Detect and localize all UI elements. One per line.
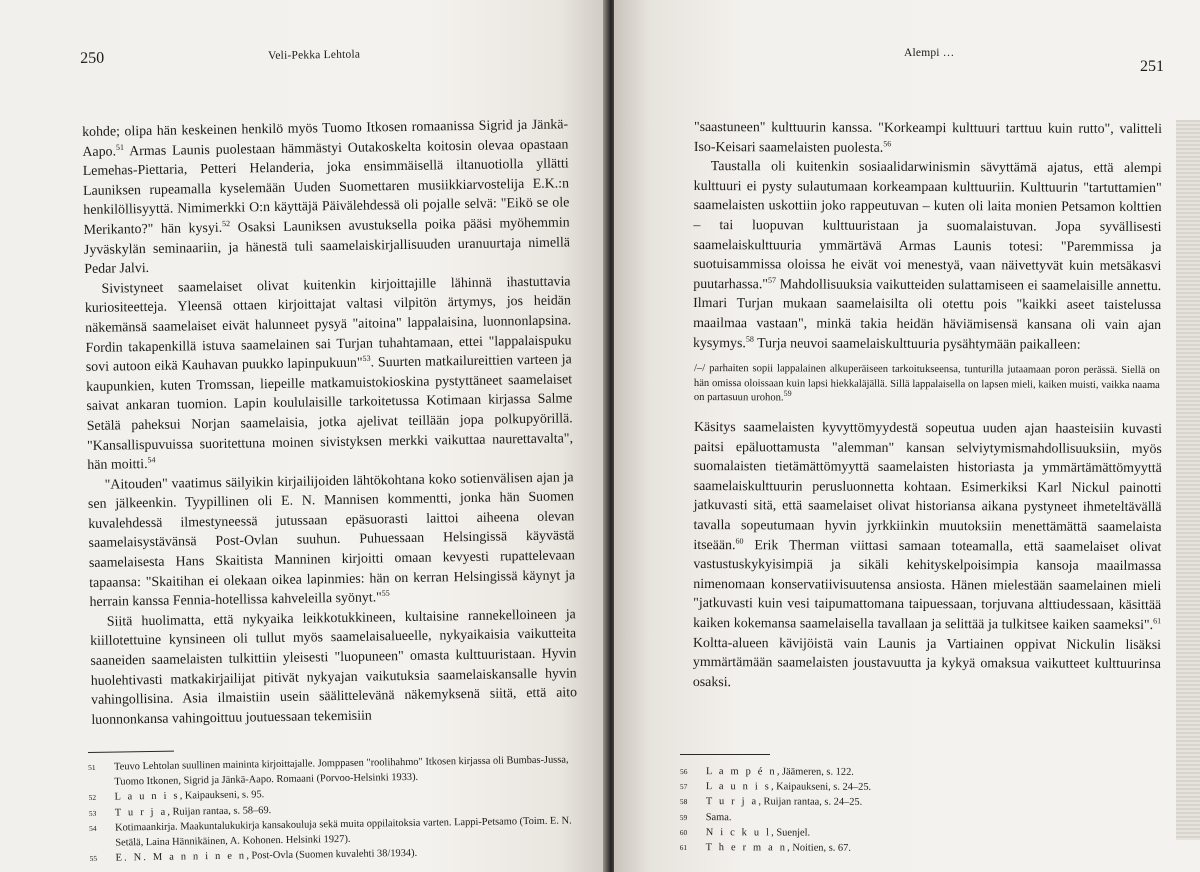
footnote: 54 Kotimaankirja. Maakuntalukukirja kansakouluja sekä muita oppilaitoksia varten. Lappi-Petsamo (Toim. E. N. Setälä, Laina Hännikäinen, A. Kohonen. Helsinki 1927). [89, 815, 572, 849]
right-body-text-top [693, 118, 1162, 355]
footnote: 52 L a u n i s, Kaipaukseni, s. 95. [88, 789, 265, 803]
paragraph: Taustalla oli kuitenkin sosiaalidarwinismin sävyttämä ajatus, että alempi kulttuuri ei pysty sulautumaan korkeampaan kulttuuriin. Kulttuurin "tartuttamien" saamelaisten uskottiin joko rappeutuvan – kuten oli laita monien Petsamon kolttien – tai luopuvan kulttuuristaan ja suomalaistuvan. Jopa syvällisesti saamelaiskulttuuria ymmärtävä Armas Launis totesi: "Paremmissa ja suotuisammissa oloissa he eivät voi menestyä, vaan näivettyvät kuin metsäkasvi puutarhassa."$^{57}$ Mahdollisuuksia vaikutteiden sulattamiseen ei saamelaisille annettu. Ilmari Turjan mukaan saamelaisilta oli otettu pois "kaikki aseet taistelussa maailmaa vastaan", minkä takia heidän häviämisensä kansana oli vain ajan kysymys.$^{58}$ Turja neuvoi saamelaiskulttuuria pysähtymään paikalleen: [692, 159, 1162, 353]
page-number: 250 [80, 49, 105, 67]
footnote-rule [680, 754, 770, 755]
paragraph: Siitä huolimatta, että nykyaika leikkotukkineen, kultaisine rannekelloineen ja kiillotettuine kynsineen oli tullut myös saamelaisalueelle, nykyaikaisia vaikutteita saaneiden saamelaisten tulkittiin yleisesti "luopuneen" omasta kulttuuristaan. Hyvin huolehtivasti matkakirjailijat pitivät nykyajan vaikutuksia saamelaiskansalle hyvin vahingollisina. Asia ilmaistiin usein säälittelevänä näkemyksenä siitä, että aito luonnonkansa vahingoittuu joutuessaan tekemisiin [90, 607, 578, 728]
left-body-text [82, 115, 577, 730]
footnote: 59 Sama. [679, 811, 732, 823]
right-page [614, 0, 1200, 872]
left-footnotes [88, 752, 576, 866]
page-number: 251 [1140, 58, 1164, 75]
page-edge [1176, 120, 1200, 840]
paragraph: "saastuneen" kulttuurin kanssa. "Korkeampi kulttuuri tarttuu kuin rutto", valitteli Iso-Keisari saamelaisten puolesta.$^{56}$ [693, 119, 1162, 156]
running-head: Alempi … [904, 47, 955, 59]
footnote: 53 T u r j a, Ruijan rantaa, s. 58–69. [88, 804, 272, 819]
footnote: 57 L a u n i s, Kaipaukseni, s. 24–25. [679, 781, 872, 794]
paragraph: kohde; olipa hän keskeinen henkilö myös Tuomo Itkosen romaanissa Sigrid ja Jänkä-Aapo.$^{51}$ Armas Launis puolestaan hämmästyi Outakoskelta koitosin olevaa opastaan Lemehas-Piettaria, Petteri Helanderia, joka ensimmäisellä iltanuotiolla yllätti Launiksen rupeamalla kyselemään Uuden Suomettaren musiikkiarvostelija E.K.:n henkilöllisyyttä. Nimimerkki O:n käyttäjä Päivälehdessä oli pojalle selvä: "Eikö se ole Merikanto?" hän kysyi.$^{52}$ Osaksi Launiksen avustuksella poika pääsi myöhemmin Jyväskylän seminaariin, ja hänestä tuli saamelaiskirjallisuuden uranuurtaja nimellä Pedar Jalvi. [82, 117, 571, 278]
footnote: 60 N i c k u l, Suenjel. [679, 826, 811, 839]
right-body-text-bottom [693, 418, 1162, 694]
right-footnotes [680, 764, 1140, 857]
footnote: 58 T u r j a, Ruijan rantaa, s. 24–25. [679, 796, 863, 809]
footnote-rule [88, 751, 174, 753]
footnote: 55 E. N. M a n n i n e n, Post-Ovla (Suomen kuvalehti 38/1934). [89, 848, 418, 864]
running-head: Veli-Pekka Lehtola [268, 48, 361, 62]
paragraph: Sivistyneet saamelaiset olivat kuitenkin kirjoittajille lähinnä ihastuttavia kuriositeetteja. Yleensä ottaen kirjoittajat valtasi vilpitön ärtymys, jos heidän näkemänsä saamelaiset eivät halunneet pysyä "aitoina" lappalaisina, luonnonlapsina. Fordin takapenkillä istuva saamelainen sai Turjan tuhahtamaan, ettei "lappalaispuku sovi autoon eikä Kauhavan puukko lapinpukuun"$^{53}$. Suurten matkailureittien varteen ja kaupunkien, kuten Tromssan, liepeille matkamuistokioskina pystyttäneet saamelaiset saivat ankaran tuomion. Lapin koululaisille tarkoitetussa Kotimaan kirjassa Salme Setälä paheksui Norjan saamelaisia, jotka ajelivat teillään jopa polkupyörillä. "Kansallispuvuissa suoritettuna moinen sivistyksen merkki vaikuttaa naurettavalta", hän moitti.$^{54}$ [84, 274, 574, 474]
paragraph: Käsitys saamelaisten kyvyttömyydestä sopeutua uuden ajan haasteisiin kuvasti paitsi epäluottamusta "alemman" kansan selviytymismahdollisuuksiin, myös suomalaisten tietämättömyyttä saamelaisten historiasta ja ymmärtämättömyyttä saamelaiskulttuurin perusluonnetta kohtaan. Esimerkiksi Karl Nickul painotti jatkuvasti sitä, että saamelaiset olivat historiansa aikana pystyneet ihmeteltävällä tavalla sopeutumaan hyvin jyrkkiinkin muutoksiin menettämättä saamelaista itseään.$^{60}$ Erik Therman viittasi samaan toteamalla, että saamelaiset olivat vastustuskykyisimpiä ja sikäli kehityskelpoisimpia kansoja maailmassa nimenomaan konservatiivisuutensa ansiosta. Hänen mielestään saamelainen mieli "jatkuvasti kuin vesi taipumattomana taipuessaan, torjuvana alttiudessaan, käsittää kaiken kokemansa saamelaisella tavallaan ja selittää ja tulkitsee kaiken saameksi".$^{61}$ Koltta-alueen kävijöistä vain Launis ja Vartiainen oppivat Nickulin lisäksi ymmärtämään saamelaisten joustavuutta ja kykyä omaksua vaikutteet kulttuurinsa osaksi. [692, 419, 1162, 690]
footnote: 51 Teuvo Lehtolan suullinen maininta kirjoittajalle. Jomppasen "roolihahmo" Itkosen kirjassa oli Bumbas-Jussa, Tuomo Itkonen, Sigrid ja Jänkä-Aapo. Romaani (Porvoo-Helsinki 1933). [88, 754, 569, 788]
paragraph: "Aitouden" vaatimus säilyikin kirjailijoiden lähtökohtana koko sotienvälisen ajan ja sen jälkeenkin. Tyypillinen oli E. N. Mannisen kommentti, jonka hän Suomen kuvalehdessä ilmestyneessä jutussaan epäsuorasti laittoi aiheena olevan saamelaisystävänsä Post-Ovlan suuhun. Puhuessaan Helsingissä käyvästä saamelaisesta Hans Skaitista Manninen kirjoitti omaan kevyesti rupattelevaan tapaansa: "Skaitihan ei olekaan oikea lapinmies: hän on kerran Helsingissä käynyt ja herrain kanssa Fennia-hotellissa kahveleilla syönyt."$^{55}$ [87, 470, 576, 611]
footnote: 61 T h e r m a n, Noitien, s. 67. [679, 842, 851, 854]
block-quote: /–/ parhaiten sopii lappalainen alkuperäiseen tarkoitukseensa, tunturilla jutaamaan poron perässä. Siellä on hän omissa oloissaan kuin lapsi hiekkaläjällä. Sillä lappalaisella on lapsen mieli, kaiken muisti, vaikka naama on partasuun urohon.$^{59}$ [693, 363, 1160, 404]
footnote: 56 L a m p é n, Jäämeren, s. 122. [679, 766, 854, 778]
